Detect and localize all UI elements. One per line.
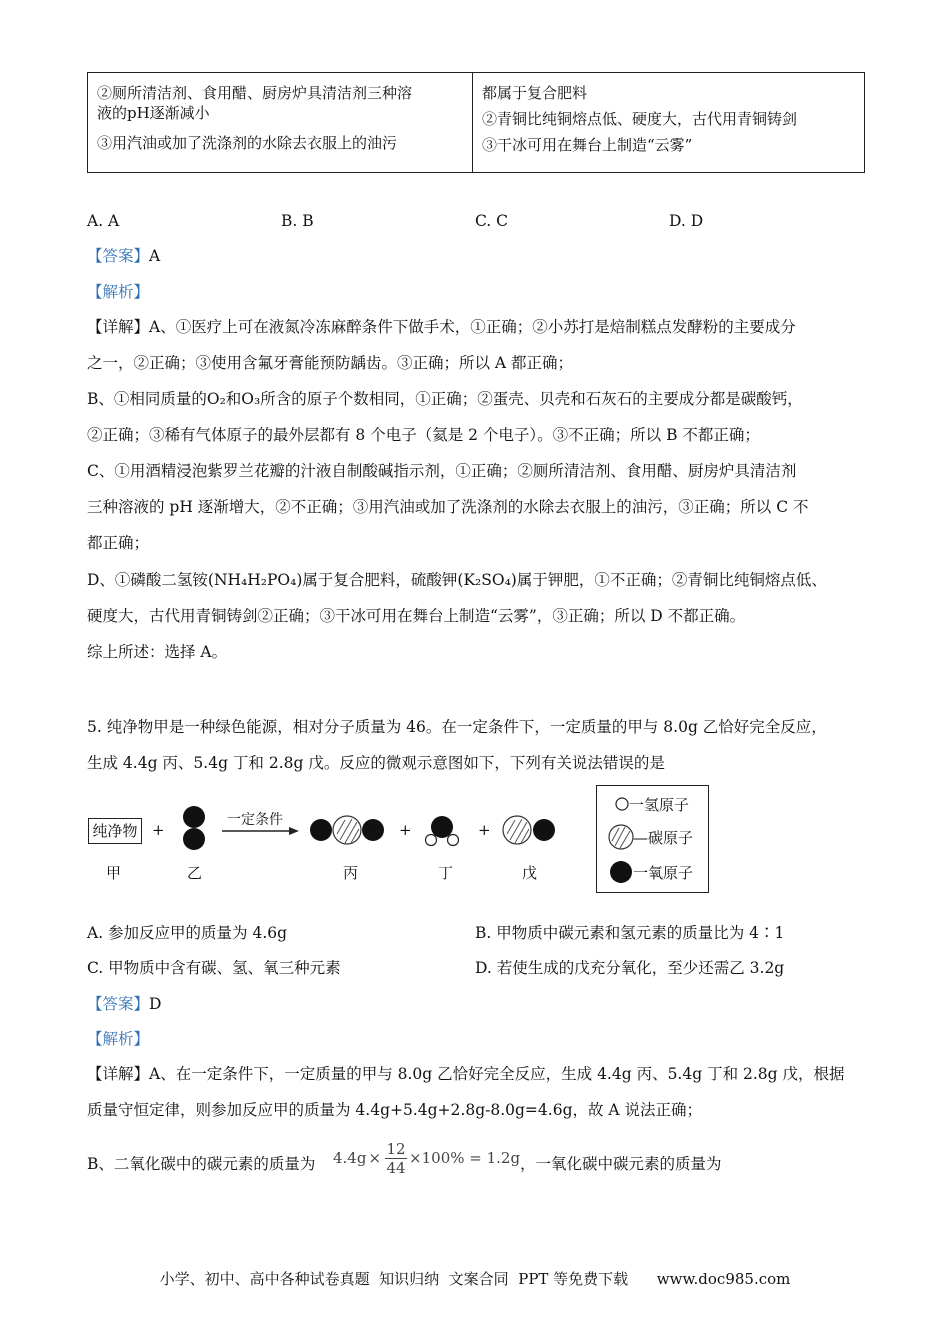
q5-detail-text: A、在一定条件下，一定质量的甲与 8.0g 乙恰好完全反应，生成 4.4g 丙、5.4g 丁和 2.8g 戊，根据	[149, 1065, 845, 1083]
table-right-line: ②青铜比纯铜熔点低、硬度大，古代用青铜铸剑	[482, 110, 798, 128]
carbon-mass-formula	[333, 1133, 520, 1183]
q4-detail-text: A、①医疗上可在液氮冷冻麻醉条件下做手术，①正确；②小苏打是焙制糕点发酵粉的主要成分	[149, 318, 796, 336]
q4-option-d: D. D	[669, 212, 704, 230]
label-wu: 戊	[522, 864, 538, 882]
q4-answer-row	[87, 245, 160, 267]
table-left-line: ③用汽油或加了洗涤剂的水除去衣服上的油污	[97, 134, 398, 152]
q5-b-suffix: ，一氧化碳中碳元素的质量为	[520, 1155, 722, 1173]
legend-carbon: —碳原子	[633, 829, 694, 847]
q4-option-b: B. B	[281, 212, 314, 230]
legend-hydrogen: 一氢原子	[629, 796, 690, 814]
q5-b-prefix: B、二氧化碳中的碳元素的质量为	[87, 1155, 316, 1173]
formula-fraction	[385, 1140, 407, 1177]
q4-detail-line: 三种溶液的 pH 逐渐增大，②不正确；③用汽油或加了洗涤剂的水除去衣服上的油污，③正确；所以 C 不	[87, 498, 809, 516]
oxygen-legend-icon	[610, 861, 632, 883]
table-left-line: 液的pH逐渐减小	[97, 104, 210, 122]
q5-stem: 5. 纯净物甲是一种绿色能源，相对分子质量为 46。在一定条件下，一定质量的甲与 8.0g 乙恰好完全反应，	[87, 718, 827, 736]
page-footer: 小学、初中、高中各种试卷真题 知识归纳 文案合同 PPT 等免费下载 www.doc985.com	[159, 1270, 791, 1288]
formula-times: ×	[368, 1149, 382, 1167]
plus-sign: +	[478, 821, 491, 839]
q4-detail-line: D、①磷酸二氢铵(NH₄H₂PO₄)属于复合肥料，硫酸钾(K₂SO₄)属于钾肥，①不正确；②青铜比纯铜熔点低、	[87, 571, 827, 589]
q4-detail-line: B、①相同质量的O₂和O₃所含的原子个数相同，①正确；②蛋壳、贝壳和石灰石的主要成分都是碳酸钙，	[87, 390, 803, 408]
oxygen-atom	[431, 816, 453, 838]
q5-option-a: A. 参加反应甲的质量为 4.6g	[87, 924, 288, 942]
fraction-denominator: 44	[386, 1158, 406, 1177]
analysis-tag: 【解析】	[87, 283, 150, 301]
detail-tag: 【详解】	[87, 318, 150, 336]
formula-rest: ×100% = 1.2g	[409, 1149, 521, 1167]
hydrogen-atom	[448, 835, 459, 846]
q5-answer-row	[87, 993, 161, 1015]
reaction-arrow-head	[289, 827, 299, 835]
answer-tag: 【答案】	[87, 247, 150, 265]
label-ding: 丁	[438, 864, 454, 882]
hydrogen-legend-icon	[616, 798, 628, 810]
comparison-table	[87, 72, 865, 173]
q4-option-a: A. A	[87, 212, 120, 230]
q4-detail-line: ②正确；③稀有气体原子的最外层都有 8 个电子（氦是 2 个电子）。③不正确；所以 B 不都正确；	[87, 426, 760, 444]
q5-option-c: C. 甲物质中含有碳、氢、氧三种元素	[87, 959, 341, 977]
detail-tag: 【详解】	[87, 1065, 150, 1083]
q5-detail-line: 质量守恒定律，则参加反应甲的质量为 4.4g+5.4g+2.8g-8.0g=4.6g，故 A 说法正确；	[87, 1101, 703, 1119]
arrow-label: 一定条件	[227, 812, 283, 828]
reaction-diagram	[0, 790, 590, 860]
answer-tag: 【答案】	[87, 995, 150, 1013]
q4-detail-line: 硬度大，古代用青铜铸剑②正确；③干冰可用在舞台上制造“云雾”，③正确；所以 D 不都正确。	[87, 607, 746, 625]
q5-option-b: B. 甲物质中碳元素和氢元素的质量比为 4∶1	[475, 924, 785, 942]
table-right-line: 都属于复合肥料	[482, 84, 588, 102]
q5-detail-line	[87, 1063, 845, 1085]
q4-detail-line: 都正确；	[87, 534, 150, 552]
oxygen-atom	[183, 806, 205, 828]
label-yi: 乙	[187, 864, 203, 882]
oxygen-atom	[183, 828, 205, 850]
plus-sign: +	[152, 821, 165, 839]
q5-option-d: D. 若使生成的戊充分氧化，至少还需乙 3.2g	[475, 959, 785, 977]
table-left-cell	[88, 73, 473, 173]
q4-detail-line: 之一，②正确；③使用含氟牙膏能预防龋齿。③正确；所以 A 都正确；	[87, 354, 574, 372]
atom-legend	[596, 785, 709, 893]
plus-sign: +	[399, 821, 412, 839]
table-left-line: ②厕所清洁剂、食用醋、厨房炉具清洁剂三种溶	[97, 84, 413, 102]
q5-stem: 生成 4.4g 丙、5.4g 丁和 2.8g 戊。反应的微观示意图如下，下列有关说法错误的是	[87, 754, 665, 772]
table-right-cell	[473, 73, 865, 173]
pure-substance-box: 纯净物	[88, 818, 142, 844]
q4-detail-line: C、①用酒精浸泡紫罗兰花瓣的汁液自制酸碱指示剂，①正确；②厕所清洁剂、食用醋、厨房炉具清洁剂	[87, 462, 797, 480]
hydrogen-atom	[426, 835, 437, 846]
oxygen-atom	[362, 819, 384, 841]
label-jia: 甲	[106, 864, 122, 882]
label-bing: 丙	[343, 864, 359, 882]
oxygen-atom	[310, 819, 332, 841]
oxygen-atom	[533, 819, 555, 841]
q4-option-c: C. C	[475, 212, 509, 230]
q4-answer: A	[149, 247, 161, 265]
q5-answer: D	[149, 995, 162, 1013]
q4-detail-line	[87, 316, 796, 338]
fraction-numerator: 12	[386, 1139, 406, 1158]
q4-detail-line: 综上所述：选择 A。	[87, 643, 228, 661]
analysis-tag: 【解析】	[87, 1030, 150, 1048]
formula-mass: 4.4g	[333, 1149, 367, 1167]
table-right-line: ③干冰可用在舞台上制造“云雾”	[482, 136, 693, 154]
legend-oxygen: 一氧原子	[633, 864, 694, 882]
